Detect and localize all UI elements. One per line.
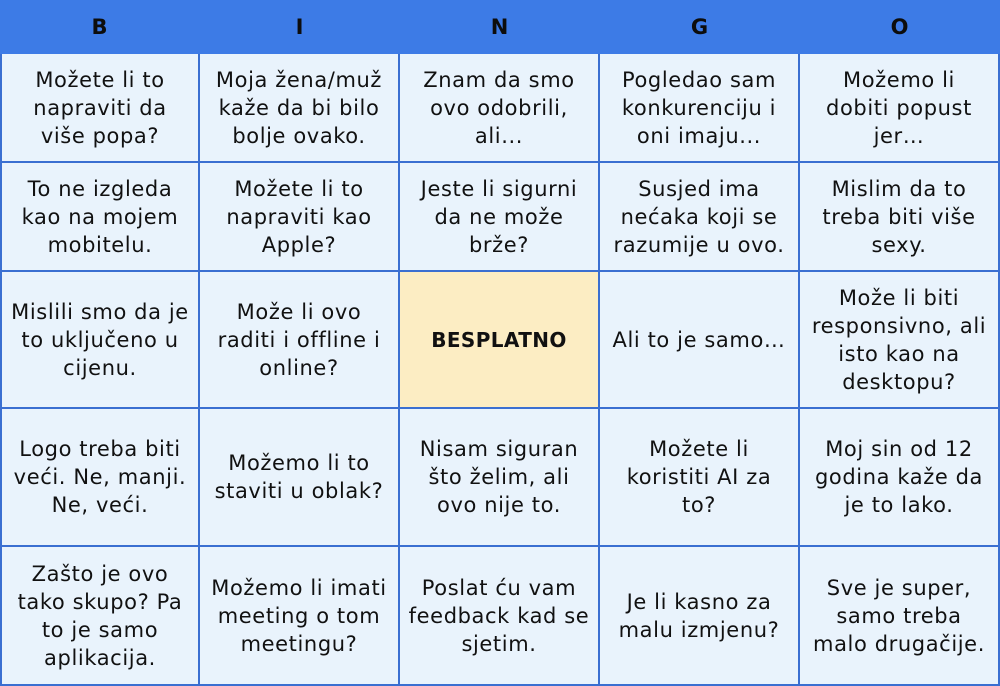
bingo-cell-r3-c2[interactable]: Može li ovo raditi i offline i online?: [200, 272, 400, 409]
bingo-cell-r1-c4[interactable]: Pogledao sam konkurenciju i oni imaju...: [600, 54, 800, 163]
bingo-cell-r4-c5[interactable]: Moj sin od 12 godina kaže da je to lako.: [800, 409, 1000, 547]
header-letter-b: B: [0, 0, 200, 54]
bingo-cell-r2-c5[interactable]: Mislim da to treba biti više sexy.: [800, 163, 1000, 272]
header-letter-g: G: [600, 0, 800, 54]
bingo-cell-r1-c1[interactable]: Možete li to napraviti da više popa?: [0, 54, 200, 163]
bingo-cell-r5-c2[interactable]: Možemo li imati meeting o tom meetingu?: [200, 547, 400, 686]
bingo-cell-r3-c1[interactable]: Mislili smo da je to uključeno u cijenu.: [0, 272, 200, 409]
bingo-cell-r1-c2[interactable]: Moja žena/muž kaže da bi bilo bolje ovako.: [200, 54, 400, 163]
bingo-cell-r1-c3[interactable]: Znam da smo ovo odobrili, ali...: [400, 54, 600, 163]
bingo-cell-r2-c4[interactable]: Susjed ima nećaka koji se razumije u ovo.: [600, 163, 800, 272]
header-letter-o: O: [800, 0, 1000, 54]
bingo-cell-r5-c1[interactable]: Zašto je ovo tako skupo? Pa to je samo aplikacija.: [0, 547, 200, 686]
bingo-cell-r4-c1[interactable]: Logo treba biti veći. Ne, manji. Ne, veći.: [0, 409, 200, 547]
bingo-cell-r2-c1[interactable]: To ne izgleda kao na mojem mobitelu.: [0, 163, 200, 272]
bingo-cell-r3-c5[interactable]: Može li biti responsivno, ali isto kao na desktopu?: [800, 272, 1000, 409]
free-space-cell: BESPLATNO: [400, 272, 600, 409]
bingo-cell-r5-c5[interactable]: Sve je super, samo treba malo drugačije.: [800, 547, 1000, 686]
bingo-cell-r4-c2[interactable]: Možemo li to staviti u oblak?: [200, 409, 400, 547]
header-letter-n: N: [400, 0, 600, 54]
bingo-cell-r5-c4[interactable]: Je li kasno za malu izmjenu?: [600, 547, 800, 686]
header-letter-i: I: [200, 0, 400, 54]
bingo-cell-r2-c3[interactable]: Jeste li sigurni da ne može brže?: [400, 163, 600, 272]
bingo-cell-r1-c5[interactable]: Možemo li dobiti popust jer…: [800, 54, 1000, 163]
bingo-cell-r4-c3[interactable]: Nisam siguran što želim, ali ovo nije to.: [400, 409, 600, 547]
bingo-cell-r5-c3[interactable]: Poslat ću vam feedback kad se sjetim.: [400, 547, 600, 686]
bingo-cell-r3-c4[interactable]: Ali to je samo…: [600, 272, 800, 409]
bingo-cell-r2-c2[interactable]: Možete li to napraviti kao Apple?: [200, 163, 400, 272]
bingo-cell-r4-c4[interactable]: Možete li koristiti AI za to?: [600, 409, 800, 547]
